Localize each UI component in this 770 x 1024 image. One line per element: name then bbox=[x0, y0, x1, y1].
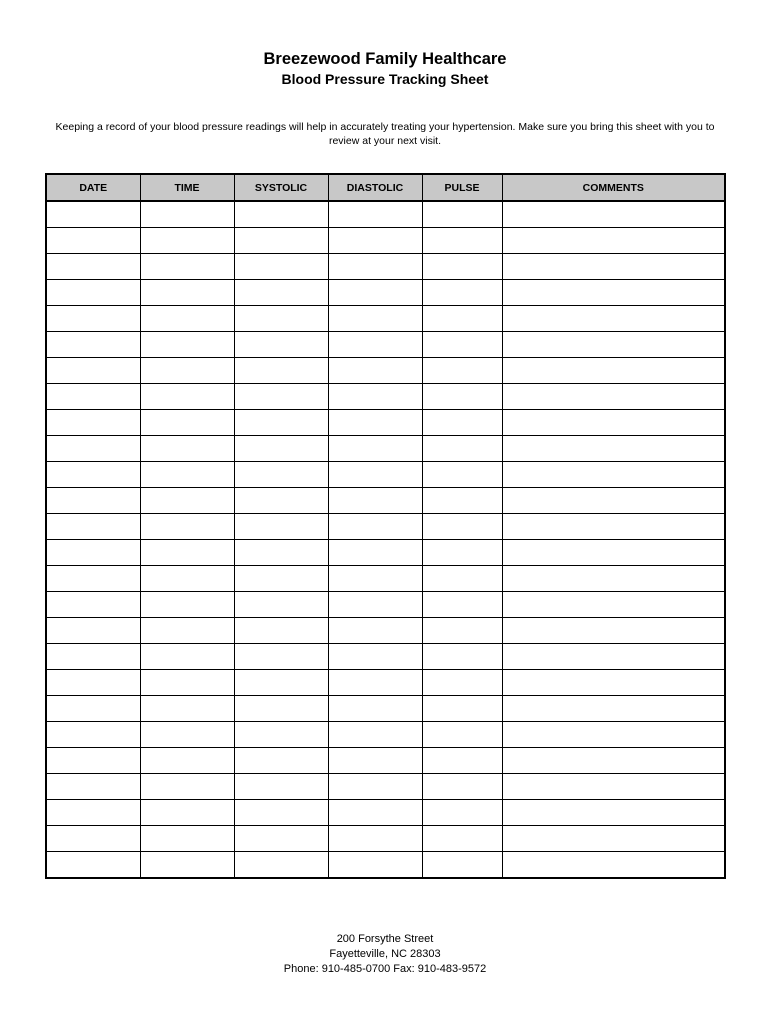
systolic-cell[interactable] bbox=[234, 618, 328, 644]
footer-address bbox=[0, 932, 770, 977]
time-cell[interactable] bbox=[140, 358, 234, 384]
date-cell[interactable] bbox=[46, 228, 140, 254]
time-cell[interactable] bbox=[140, 748, 234, 774]
diastolic-cell[interactable] bbox=[328, 358, 422, 384]
comments-cell[interactable] bbox=[502, 774, 725, 800]
diastolic-cell[interactable] bbox=[328, 800, 422, 826]
systolic-cell[interactable] bbox=[234, 410, 328, 436]
footer-city: Fayetteville, NC 28303 bbox=[329, 948, 441, 960]
date-cell[interactable] bbox=[46, 332, 140, 358]
table-row bbox=[46, 410, 725, 436]
pulse-cell[interactable] bbox=[422, 358, 502, 384]
date-cell[interactable] bbox=[46, 254, 140, 280]
date-cell[interactable] bbox=[46, 306, 140, 332]
comments-cell[interactable] bbox=[502, 644, 725, 670]
diastolic-cell[interactable] bbox=[328, 826, 422, 852]
time-cell[interactable] bbox=[140, 410, 234, 436]
systolic-cell[interactable] bbox=[234, 384, 328, 410]
pulse-cell[interactable] bbox=[422, 254, 502, 280]
diastolic-cell[interactable] bbox=[328, 644, 422, 670]
table-row bbox=[46, 566, 725, 592]
diastolic-cell[interactable] bbox=[328, 201, 422, 228]
pulse-cell[interactable] bbox=[422, 436, 502, 462]
table-row bbox=[46, 826, 725, 852]
table-row bbox=[46, 696, 725, 722]
blood-pressure-log-table bbox=[45, 173, 726, 879]
column-header-pulse: PULSE bbox=[422, 174, 502, 201]
date-cell[interactable] bbox=[46, 826, 140, 852]
comments-cell[interactable] bbox=[502, 592, 725, 618]
time-cell[interactable] bbox=[140, 436, 234, 462]
pulse-cell[interactable] bbox=[422, 228, 502, 254]
pulse-cell[interactable] bbox=[422, 800, 502, 826]
date-cell[interactable] bbox=[46, 540, 140, 566]
comments-cell[interactable] bbox=[502, 384, 725, 410]
systolic-cell[interactable] bbox=[234, 228, 328, 254]
comments-cell[interactable] bbox=[502, 566, 725, 592]
pulse-cell[interactable] bbox=[422, 488, 502, 514]
table-row bbox=[46, 774, 725, 800]
systolic-cell[interactable] bbox=[234, 280, 328, 306]
diastolic-cell[interactable] bbox=[328, 618, 422, 644]
pulse-cell[interactable] bbox=[422, 592, 502, 618]
pulse-cell[interactable] bbox=[422, 540, 502, 566]
time-cell[interactable] bbox=[140, 852, 234, 879]
table-row bbox=[46, 592, 725, 618]
pulse-cell[interactable] bbox=[422, 514, 502, 540]
comments-cell[interactable] bbox=[502, 332, 725, 358]
table-row bbox=[46, 618, 725, 644]
table-row bbox=[46, 280, 725, 306]
systolic-cell[interactable] bbox=[234, 514, 328, 540]
systolic-cell[interactable] bbox=[234, 462, 328, 488]
date-cell[interactable] bbox=[46, 280, 140, 306]
intro-text bbox=[40, 120, 730, 148]
pulse-cell[interactable] bbox=[422, 201, 502, 228]
table-row bbox=[46, 748, 725, 774]
diastolic-cell[interactable] bbox=[328, 488, 422, 514]
column-header-systolic: SYSTOLIC bbox=[234, 174, 328, 201]
time-cell[interactable] bbox=[140, 540, 234, 566]
intro-line-1: Keeping a record of your blood pressure readings will help in accurately treating your hypertension. Make sure you bring this sheet with you to bbox=[55, 121, 715, 133]
time-cell[interactable] bbox=[140, 592, 234, 618]
systolic-cell[interactable] bbox=[234, 201, 328, 228]
date-cell[interactable] bbox=[46, 800, 140, 826]
column-header-date: DATE bbox=[46, 174, 140, 201]
date-cell[interactable] bbox=[46, 514, 140, 540]
date-cell[interactable] bbox=[46, 358, 140, 384]
diastolic-cell[interactable] bbox=[328, 696, 422, 722]
comments-cell[interactable] bbox=[502, 748, 725, 774]
column-header-time: TIME bbox=[140, 174, 234, 201]
time-cell[interactable] bbox=[140, 488, 234, 514]
diastolic-cell[interactable] bbox=[328, 254, 422, 280]
date-cell[interactable] bbox=[46, 592, 140, 618]
time-cell[interactable] bbox=[140, 514, 234, 540]
date-cell[interactable] bbox=[46, 462, 140, 488]
column-header-diastolic: DIASTOLIC bbox=[328, 174, 422, 201]
time-cell[interactable] bbox=[140, 722, 234, 748]
comments-cell[interactable] bbox=[502, 540, 725, 566]
pulse-cell[interactable] bbox=[422, 722, 502, 748]
diastolic-cell[interactable] bbox=[328, 436, 422, 462]
table-row bbox=[46, 254, 725, 280]
systolic-cell[interactable] bbox=[234, 670, 328, 696]
time-cell[interactable] bbox=[140, 566, 234, 592]
table-row bbox=[46, 332, 725, 358]
systolic-cell[interactable] bbox=[234, 852, 328, 879]
date-cell[interactable] bbox=[46, 722, 140, 748]
pulse-cell[interactable] bbox=[422, 696, 502, 722]
table-row bbox=[46, 644, 725, 670]
date-cell[interactable] bbox=[46, 566, 140, 592]
pulse-cell[interactable] bbox=[422, 618, 502, 644]
time-cell[interactable] bbox=[140, 670, 234, 696]
table-body bbox=[46, 201, 725, 878]
table-row bbox=[46, 800, 725, 826]
table-row bbox=[46, 722, 725, 748]
comments-cell[interactable] bbox=[502, 462, 725, 488]
diastolic-cell[interactable] bbox=[328, 462, 422, 488]
time-cell[interactable] bbox=[140, 254, 234, 280]
time-cell[interactable] bbox=[140, 618, 234, 644]
time-cell[interactable] bbox=[140, 384, 234, 410]
footer-contact: Phone: 910-485-0700 Fax: 910-483-9572 bbox=[283, 963, 487, 975]
comments-cell[interactable] bbox=[502, 201, 725, 228]
pulse-cell[interactable] bbox=[422, 384, 502, 410]
date-cell[interactable] bbox=[46, 436, 140, 462]
table-header-row bbox=[46, 174, 725, 201]
systolic-cell[interactable] bbox=[234, 696, 328, 722]
diastolic-cell[interactable] bbox=[328, 228, 422, 254]
time-cell[interactable] bbox=[140, 774, 234, 800]
date-cell[interactable] bbox=[46, 852, 140, 879]
diastolic-cell[interactable] bbox=[328, 566, 422, 592]
diastolic-cell[interactable] bbox=[328, 280, 422, 306]
time-cell[interactable] bbox=[140, 800, 234, 826]
systolic-cell[interactable] bbox=[234, 540, 328, 566]
diastolic-cell[interactable] bbox=[328, 774, 422, 800]
systolic-cell[interactable] bbox=[234, 566, 328, 592]
comments-cell[interactable] bbox=[502, 670, 725, 696]
diastolic-cell[interactable] bbox=[328, 748, 422, 774]
diastolic-cell[interactable] bbox=[328, 384, 422, 410]
systolic-cell[interactable] bbox=[234, 800, 328, 826]
table-row bbox=[46, 670, 725, 696]
systolic-cell[interactable] bbox=[234, 332, 328, 358]
comments-cell[interactable] bbox=[502, 696, 725, 722]
comments-cell[interactable] bbox=[502, 254, 725, 280]
diastolic-cell[interactable] bbox=[328, 306, 422, 332]
systolic-cell[interactable] bbox=[234, 592, 328, 618]
comments-cell[interactable] bbox=[502, 722, 725, 748]
time-cell[interactable] bbox=[140, 280, 234, 306]
pulse-cell[interactable] bbox=[422, 826, 502, 852]
pulse-cell[interactable] bbox=[422, 462, 502, 488]
table-row bbox=[46, 488, 725, 514]
systolic-cell[interactable] bbox=[234, 722, 328, 748]
systolic-cell[interactable] bbox=[234, 748, 328, 774]
diastolic-cell[interactable] bbox=[328, 332, 422, 358]
time-cell[interactable] bbox=[140, 306, 234, 332]
pulse-cell[interactable] bbox=[422, 566, 502, 592]
comments-cell[interactable] bbox=[502, 488, 725, 514]
comments-cell[interactable] bbox=[502, 280, 725, 306]
date-cell[interactable] bbox=[46, 696, 140, 722]
diastolic-cell[interactable] bbox=[328, 592, 422, 618]
comments-cell[interactable] bbox=[502, 826, 725, 852]
date-cell[interactable] bbox=[46, 488, 140, 514]
comments-cell[interactable] bbox=[502, 618, 725, 644]
time-cell[interactable] bbox=[140, 696, 234, 722]
comments-cell[interactable] bbox=[502, 358, 725, 384]
time-cell[interactable] bbox=[140, 332, 234, 358]
systolic-cell[interactable] bbox=[234, 306, 328, 332]
diastolic-cell[interactable] bbox=[328, 410, 422, 436]
pulse-cell[interactable] bbox=[422, 670, 502, 696]
systolic-cell[interactable] bbox=[234, 826, 328, 852]
comments-cell[interactable] bbox=[502, 306, 725, 332]
diastolic-cell[interactable] bbox=[328, 670, 422, 696]
intro-line-2: review at your next visit. bbox=[328, 135, 442, 147]
comments-cell[interactable] bbox=[502, 514, 725, 540]
table-row bbox=[46, 201, 725, 228]
date-cell[interactable] bbox=[46, 644, 140, 670]
systolic-cell[interactable] bbox=[234, 358, 328, 384]
systolic-cell[interactable] bbox=[234, 488, 328, 514]
date-cell[interactable] bbox=[46, 774, 140, 800]
table-row bbox=[46, 228, 725, 254]
comments-cell[interactable] bbox=[502, 436, 725, 462]
systolic-cell[interactable] bbox=[234, 644, 328, 670]
date-cell[interactable] bbox=[46, 748, 140, 774]
pulse-cell[interactable] bbox=[422, 748, 502, 774]
table-row bbox=[46, 384, 725, 410]
pulse-cell[interactable] bbox=[422, 852, 502, 879]
pulse-cell[interactable] bbox=[422, 774, 502, 800]
diastolic-cell[interactable] bbox=[328, 514, 422, 540]
column-header-comments: COMMENTS bbox=[502, 174, 725, 201]
comments-cell[interactable] bbox=[502, 852, 725, 879]
footer-street: 200 Forsythe Street bbox=[336, 933, 434, 945]
pulse-cell[interactable] bbox=[422, 306, 502, 332]
time-cell[interactable] bbox=[140, 462, 234, 488]
diastolic-cell[interactable] bbox=[328, 852, 422, 879]
date-cell[interactable] bbox=[46, 201, 140, 228]
pulse-cell[interactable] bbox=[422, 280, 502, 306]
comments-cell[interactable] bbox=[502, 410, 725, 436]
sheet-title: Blood Pressure Tracking Sheet bbox=[281, 71, 489, 87]
diastolic-cell[interactable] bbox=[328, 722, 422, 748]
table-row bbox=[46, 358, 725, 384]
pulse-cell[interactable] bbox=[422, 332, 502, 358]
time-cell[interactable] bbox=[140, 201, 234, 228]
table-row bbox=[46, 540, 725, 566]
date-cell[interactable] bbox=[46, 410, 140, 436]
table-row bbox=[46, 436, 725, 462]
time-cell[interactable] bbox=[140, 228, 234, 254]
date-cell[interactable] bbox=[46, 670, 140, 696]
comments-cell[interactable] bbox=[502, 228, 725, 254]
diastolic-cell[interactable] bbox=[328, 540, 422, 566]
time-cell[interactable] bbox=[140, 644, 234, 670]
systolic-cell[interactable] bbox=[234, 254, 328, 280]
table-row bbox=[46, 852, 725, 879]
table-row bbox=[46, 306, 725, 332]
pulse-cell[interactable] bbox=[422, 644, 502, 670]
table-row bbox=[46, 462, 725, 488]
date-cell[interactable] bbox=[46, 384, 140, 410]
organization-title: Breezewood Family Healthcare bbox=[263, 50, 507, 68]
systolic-cell[interactable] bbox=[234, 774, 328, 800]
pulse-cell[interactable] bbox=[422, 410, 502, 436]
table-row bbox=[46, 514, 725, 540]
time-cell[interactable] bbox=[140, 826, 234, 852]
date-cell[interactable] bbox=[46, 618, 140, 644]
comments-cell[interactable] bbox=[502, 800, 725, 826]
systolic-cell[interactable] bbox=[234, 436, 328, 462]
